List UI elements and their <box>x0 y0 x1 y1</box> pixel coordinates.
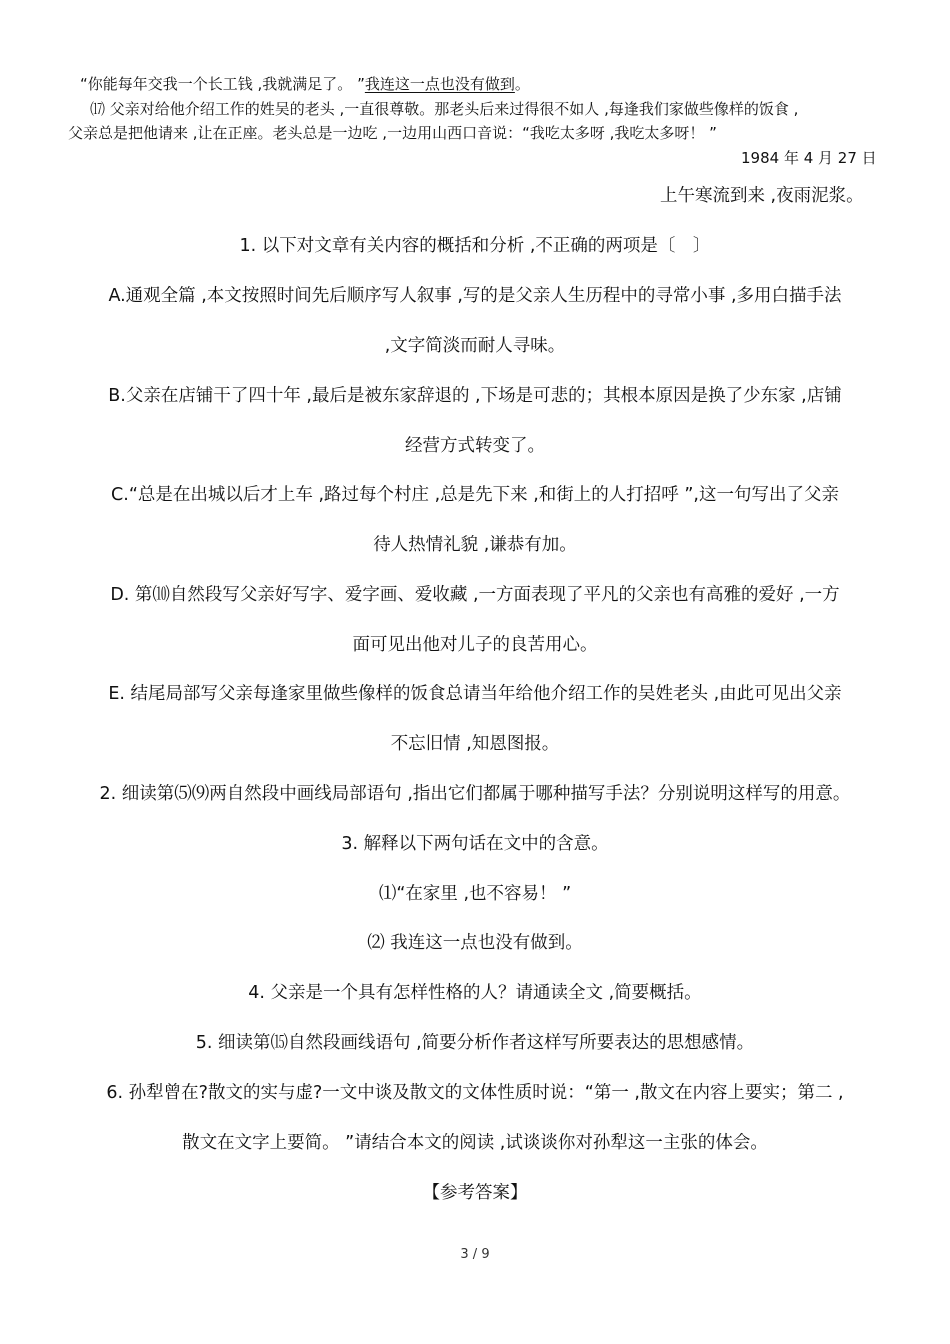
page-number: 3 / 9 <box>460 1247 490 1262</box>
quote-line-underlined: 我连这一点也没有做到 <box>364 75 515 93</box>
question-4: 4. 父亲是一个具有怎样性格的人？请通读全文 ,简要概括。 <box>248 983 702 1003</box>
quote-line <box>80 77 530 92</box>
option-b-line-1: B.父亲在店铺干了四十年 ,最后是被东家辞退的 ,下场是可悲的；其根本原因是换了少东家 ,店铺 <box>108 386 842 406</box>
answer-heading: 【参考答案】 <box>422 1183 528 1203</box>
question-3: 3. 解释以下两句话在文中的含意。 <box>341 834 609 854</box>
question-2: 2. 细读第⑸⑼两自然段中画线局部语句 ,指出它们都属于哪种描写手法？分别说明这样写的用意。 <box>99 784 851 804</box>
weather-line: 上午寒流到来 ,夜雨泥浆。 <box>660 186 864 206</box>
option-e-line-2: 不忘旧情 ,知恩图报。 <box>390 734 560 754</box>
option-d-line-2: 面可见出他对儿子的良苦用心。 <box>352 635 598 655</box>
option-b-line-2: 经营方式转变了。 <box>405 436 545 456</box>
option-c-line-2: 待人热情礼貌 ,谦恭有加。 <box>373 535 577 555</box>
option-a-line-1: A.通观全篇 ,本文按照时间先后顺序写人叙事 ,写的是父亲人生历程中的寻常小事 ,多用白描手法 <box>108 286 842 306</box>
quote-line-suffix: 。 <box>514 75 530 93</box>
question-3-item-2: ⑵ 我连这一点也没有做到。 <box>367 933 583 953</box>
paragraph-17-line-1: ⒄ 父亲对给他介绍工作的姓吴的老头 ,一直很尊敬。那老头后来过得很不如人 ,每逢我们家做些像样的饭食 , <box>90 100 799 118</box>
option-a-line-2: ,文字简淡而耐人寻味。 <box>384 336 566 356</box>
quote-line-prefix: “你能每年交我一个长工钱 ,我就满足了。 ” <box>80 75 365 93</box>
question-6-line-1: 6. 孙犁曾在?散文的实与虚?一文中谈及散文的文体性质时说：“第一 ,散文在内容上要实；第二 , <box>106 1083 844 1103</box>
option-e-line-1: E. 结尾局部写父亲每逢家里做些像样的饭食总请当年给他介绍工作的吴姓老头 ,由此可见出父亲 <box>108 684 842 704</box>
option-c-line-1: C.“总是在出城以后才上车 ,路过每个村庄 ,总是先下来 ,和街上的人打招呼 ”,这一句写出了父亲 <box>111 485 839 505</box>
paragraph-17-line-2: 父亲总是把他请来 ,让在正座。老头总是一边吃 ,一边用山西口音说：“我吃太多呀 ,我吃太多呀！ ” <box>68 124 717 142</box>
question-3-item-1: ⑴“在家里 ,也不容易！ ” <box>378 884 572 904</box>
question-5: 5. 细读第⒂自然段画线语句 ,简要分析作者这样写所要表达的思想感情。 <box>195 1033 755 1053</box>
date-line: 1984 年 4 月 27 日 <box>741 149 877 167</box>
option-d-line-1: D. 第⑽自然段写父亲好写字、爱字画、爱收藏 ,一方面表现了平凡的父亲也有高雅的爱好 ,一方 <box>110 585 840 605</box>
question-1: 1. 以下对文章有关内容的概括和分析 ,不正确的两项是〔 〕 <box>239 236 711 256</box>
question-6-line-2: 散文在文字上要简。 ”请结合本文的阅读 ,试谈谈你对孙犁这一主张的体会。 <box>182 1133 768 1153</box>
